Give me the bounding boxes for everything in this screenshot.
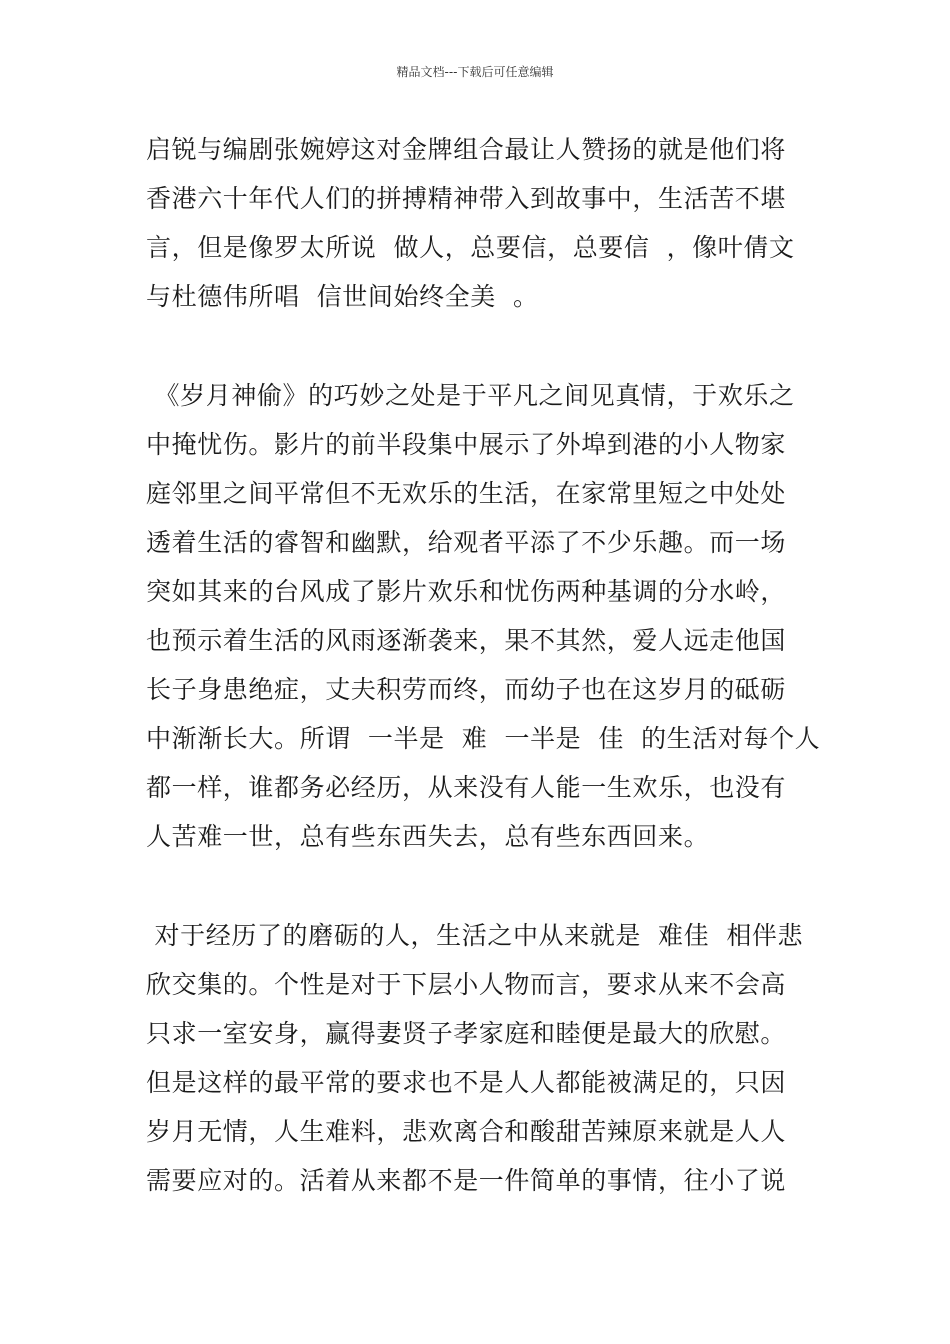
text-line: 中掩忧伤。影片的前半段集中展示了外埠到港的小人物家 (146, 430, 787, 459)
text-line: 人苦难一世，总有些东西失去，总有些东西回来。 (146, 822, 710, 851)
text-line: 但是这样的最平常的要求也不是人人都能被满足的，只因 (146, 1068, 787, 1097)
text-line: 对于经历了的磨砺的人，生活之中从来就是 难佳 相伴悲 (146, 921, 804, 950)
text-line: 需要应对的。活着从来都不是一件简单的事情，往小了说 (146, 1166, 787, 1195)
text-line: 启锐与编剧张婉婷这对金牌组合最让人赞扬的就是他们将 (146, 135, 787, 164)
text-line: 《岁月神偷》的巧妙之处是于平凡之间见真情，于欢乐之 (146, 381, 795, 410)
text-line: 只求一室安身，赢得妻贤子孝家庭和睦便是最大的欣慰。 (146, 1019, 787, 1048)
text-line: 言，但是像罗太所说 做人，总要信，总要信 ，像叶倩文 (146, 233, 795, 262)
text-line: 与杜德伟所唱 信世间始终全美 。 (146, 282, 539, 311)
text-line: 透着生活的睿智和幽默，给观者平添了不少乐趣。而一场 (146, 528, 787, 557)
text-line: 长子身患绝症，丈夫积劳而终，而幼子也在这岁月的砥砺 (146, 675, 787, 704)
text-line: 欣交集的。个性是对于下层小人物而言，要求从来不会高 (146, 970, 787, 999)
text-line: 庭邻里之间平常但不无欢乐的生活，在家常里短之中处处 (146, 479, 787, 508)
text-line: 也预示着生活的风雨逐渐袭来，果不其然，爱人远走他国 (146, 626, 787, 655)
text-line: 岁月无情，人生难料，悲欢离合和酸甜苦辣原来就是人人 (146, 1117, 787, 1146)
text-line: 香港六十年代人们的拼搏精神带入到故事中，生活苦不堪 (146, 184, 787, 213)
text-line: 中渐渐长大。所谓 一半是 难 一半是 佳 的生活对每个人 (146, 724, 821, 753)
page-header: 精品文档---下载后可任意编辑 (396, 65, 554, 79)
text-line: 突如其来的台风成了影片欢乐和忧伤两种基调的分水岭， (146, 577, 787, 606)
text-line: 都一样，谁都务必经历，从来没有人能一生欢乐，也没有 (146, 773, 787, 802)
